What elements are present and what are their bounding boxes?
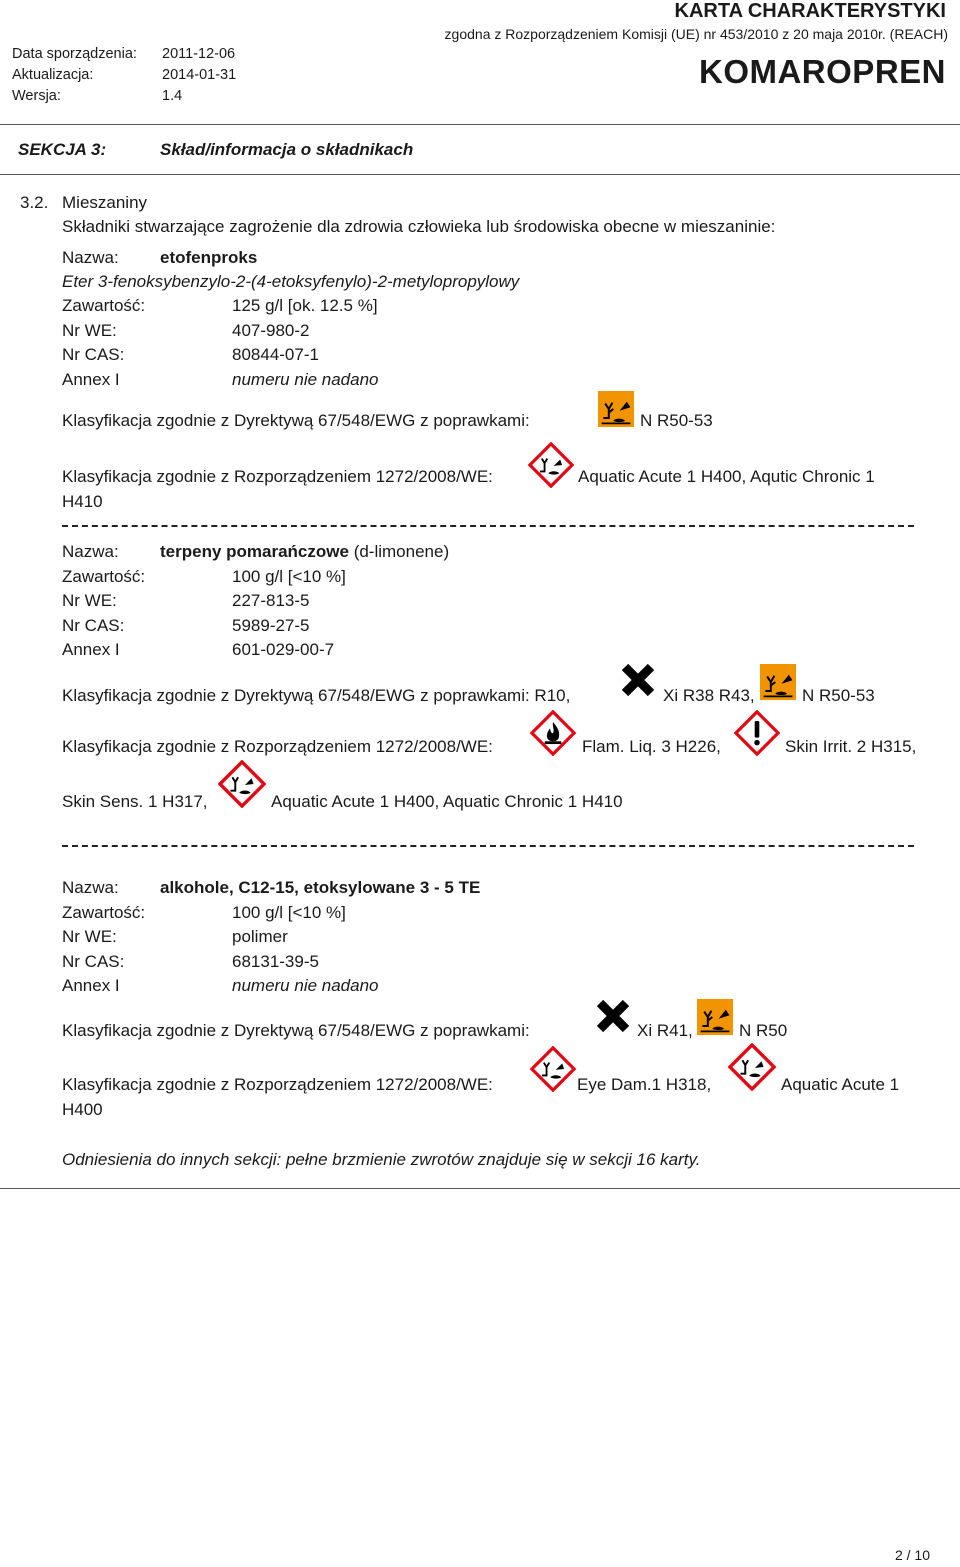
clp-classification-aquatic: Aquatic Acute 1 H400, Aquatic Chronic 1 H410 (271, 792, 623, 811)
clp-classification-label: Klasyfikacja zgodnie z Rozporządzeniem 1272/2008/WE: (62, 467, 493, 486)
ghs-environment-icon (728, 1043, 776, 1091)
document-title: KARTA CHARAKTERYSTYKI (674, 0, 946, 22)
annex-label: Annex I (62, 976, 120, 995)
section-number: SEKCJA 3: (18, 140, 107, 159)
annex-label: Annex I (62, 640, 120, 659)
clp-classification-label: Klasyfikacja zgodnie z Rozporządzeniem 1272/2008/WE: (62, 737, 493, 756)
ec-value: polimer (232, 927, 288, 946)
name-label: Nazwa: (62, 878, 119, 897)
clp-classification-eye: Eye Dam.1 H318, (577, 1075, 712, 1094)
dsd-classification-value: N R50-53 (640, 411, 713, 430)
dsd-classification-n: N R50 (739, 1021, 788, 1040)
version-value: 1.4 (162, 88, 183, 104)
dsd-classification-xi: Xi R41, (637, 1021, 693, 1040)
header-divider (0, 124, 960, 125)
date-created-label: Data sporządzenia: (12, 46, 137, 62)
clp-classification-label: Klasyfikacja zgodnie z Rozporządzeniem 1272/2008/WE: (62, 1075, 493, 1094)
subsection-title: Mieszaniny (62, 193, 148, 212)
page-number: 2 / 10 (894, 1547, 930, 1563)
section-end-divider (0, 1188, 960, 1189)
section-divider (0, 174, 960, 175)
content-label: Zawartość: (62, 296, 146, 315)
clp-classification-flam: Flam. Liq. 3 H226, (582, 737, 721, 756)
component-separator (62, 845, 914, 847)
annex-value: 601-029-00-7 (232, 640, 335, 659)
clp-classification-aquatic-cont: H400 (62, 1100, 103, 1119)
name-label: Nazwa: (62, 248, 119, 267)
content-value: 100 g/l [<10 %] (232, 903, 346, 922)
ghs-environment-icon (530, 1046, 576, 1092)
section-title: Skład/informacja o składnikach (160, 140, 414, 159)
ec-label: Nr WE: (62, 591, 117, 610)
dangerous-for-environment-icon (697, 999, 733, 1035)
date-created-value: 2011-12-06 (162, 46, 236, 62)
clp-classification-aquatic: Aquatic Acute 1 (781, 1075, 900, 1094)
other-sections-note: Odniesienia do innych sekcji: pełne brzmienie zwrotów znajduje się w sekcji 16 karty. (62, 1150, 701, 1169)
dsd-classification-n: N R50-53 (802, 686, 875, 705)
updated-value: 2014-01-31 (162, 67, 237, 83)
updated-label: Aktualizacja: (12, 67, 94, 83)
ghs-exclamation-icon (734, 710, 780, 756)
ec-label: Nr WE: (62, 927, 117, 946)
cas-label: Nr CAS: (62, 616, 125, 635)
product-name: KOMAROPREN (698, 53, 946, 90)
annex-value: numeru nie nadano (232, 976, 379, 995)
clp-classification-value-cont: H410 (62, 492, 103, 511)
clp-classification-value: Aquatic Acute 1 H400, Aqutic Chronic 1 (578, 467, 875, 486)
cas-value: 5989-27-5 (232, 616, 310, 635)
ec-label: Nr WE: (62, 321, 117, 340)
content-label: Zawartość: (62, 567, 146, 586)
ghs-flame-icon (530, 710, 576, 756)
dsd-classification-label: Klasyfikacja zgodnie z Dyrektywą 67/548/EWG z poprawkami: (62, 1021, 530, 1040)
component-name: etofenproks (160, 248, 258, 267)
dangerous-for-environment-icon (760, 664, 796, 700)
content-value: 125 g/l [ok. 12.5 %] (232, 296, 378, 315)
name-label: Nazwa: (62, 542, 119, 561)
cas-value: 68131-39-5 (232, 952, 319, 971)
component-name-main: terpeny pomarańczowe (160, 542, 349, 561)
subsection-intro: Składniki stwarzające zagrożenie dla zdrowia człowieka lub środowiska obecne w mieszaninie: (62, 217, 776, 236)
component-name: alkohole, C12-15, etoksylowane 3 - 5 TE (160, 878, 481, 897)
subsection-number: 3.2. (20, 193, 49, 212)
component-name-synonym: (d-limonene) (353, 542, 450, 561)
cas-label: Nr CAS: (62, 345, 125, 364)
component-name (160, 542, 449, 562)
content-value: 100 g/l [<10 %] (232, 567, 346, 586)
cas-label: Nr CAS: (62, 952, 125, 971)
dsd-classification-xi: Xi R38 R43, (663, 686, 755, 705)
dangerous-for-environment-icon (598, 391, 634, 427)
ec-value: 407-980-2 (232, 321, 310, 340)
annex-label: Annex I (62, 370, 120, 389)
dsd-classification-label: Klasyfikacja zgodnie z Dyrektywą 67/548/EWG z poprawkami: R10, (62, 686, 571, 705)
chemical-name: Eter 3-fenoksybenzylo-2-(4-etoksyfenylo)-2-metylopropylowy (62, 272, 520, 291)
annex-value: numeru nie nadano (232, 370, 379, 389)
clp-classification-skin-sens: Skin Sens. 1 H317, (62, 792, 208, 811)
version-label: Wersja: (12, 88, 61, 104)
harmful-irritant-icon (618, 660, 658, 700)
cas-value: 80844-07-1 (232, 345, 319, 364)
ghs-environment-icon (218, 760, 266, 808)
content-label: Zawartość: (62, 903, 146, 922)
regulation-reference: zgodna z Rozporządzeniem Komisji (UE) nr 453/2010 z 20 maja 2010r. (REACH) (444, 26, 948, 42)
ec-value: 227-813-5 (232, 591, 310, 610)
clp-classification-skin-irrit: Skin Irrit. 2 H315, (785, 737, 917, 756)
dsd-classification-label: Klasyfikacja zgodnie z Dyrektywą 67/548/EWG z poprawkami: (62, 411, 530, 430)
harmful-irritant-icon (593, 996, 633, 1036)
ghs-environment-icon (528, 442, 574, 488)
component-separator (62, 525, 914, 527)
